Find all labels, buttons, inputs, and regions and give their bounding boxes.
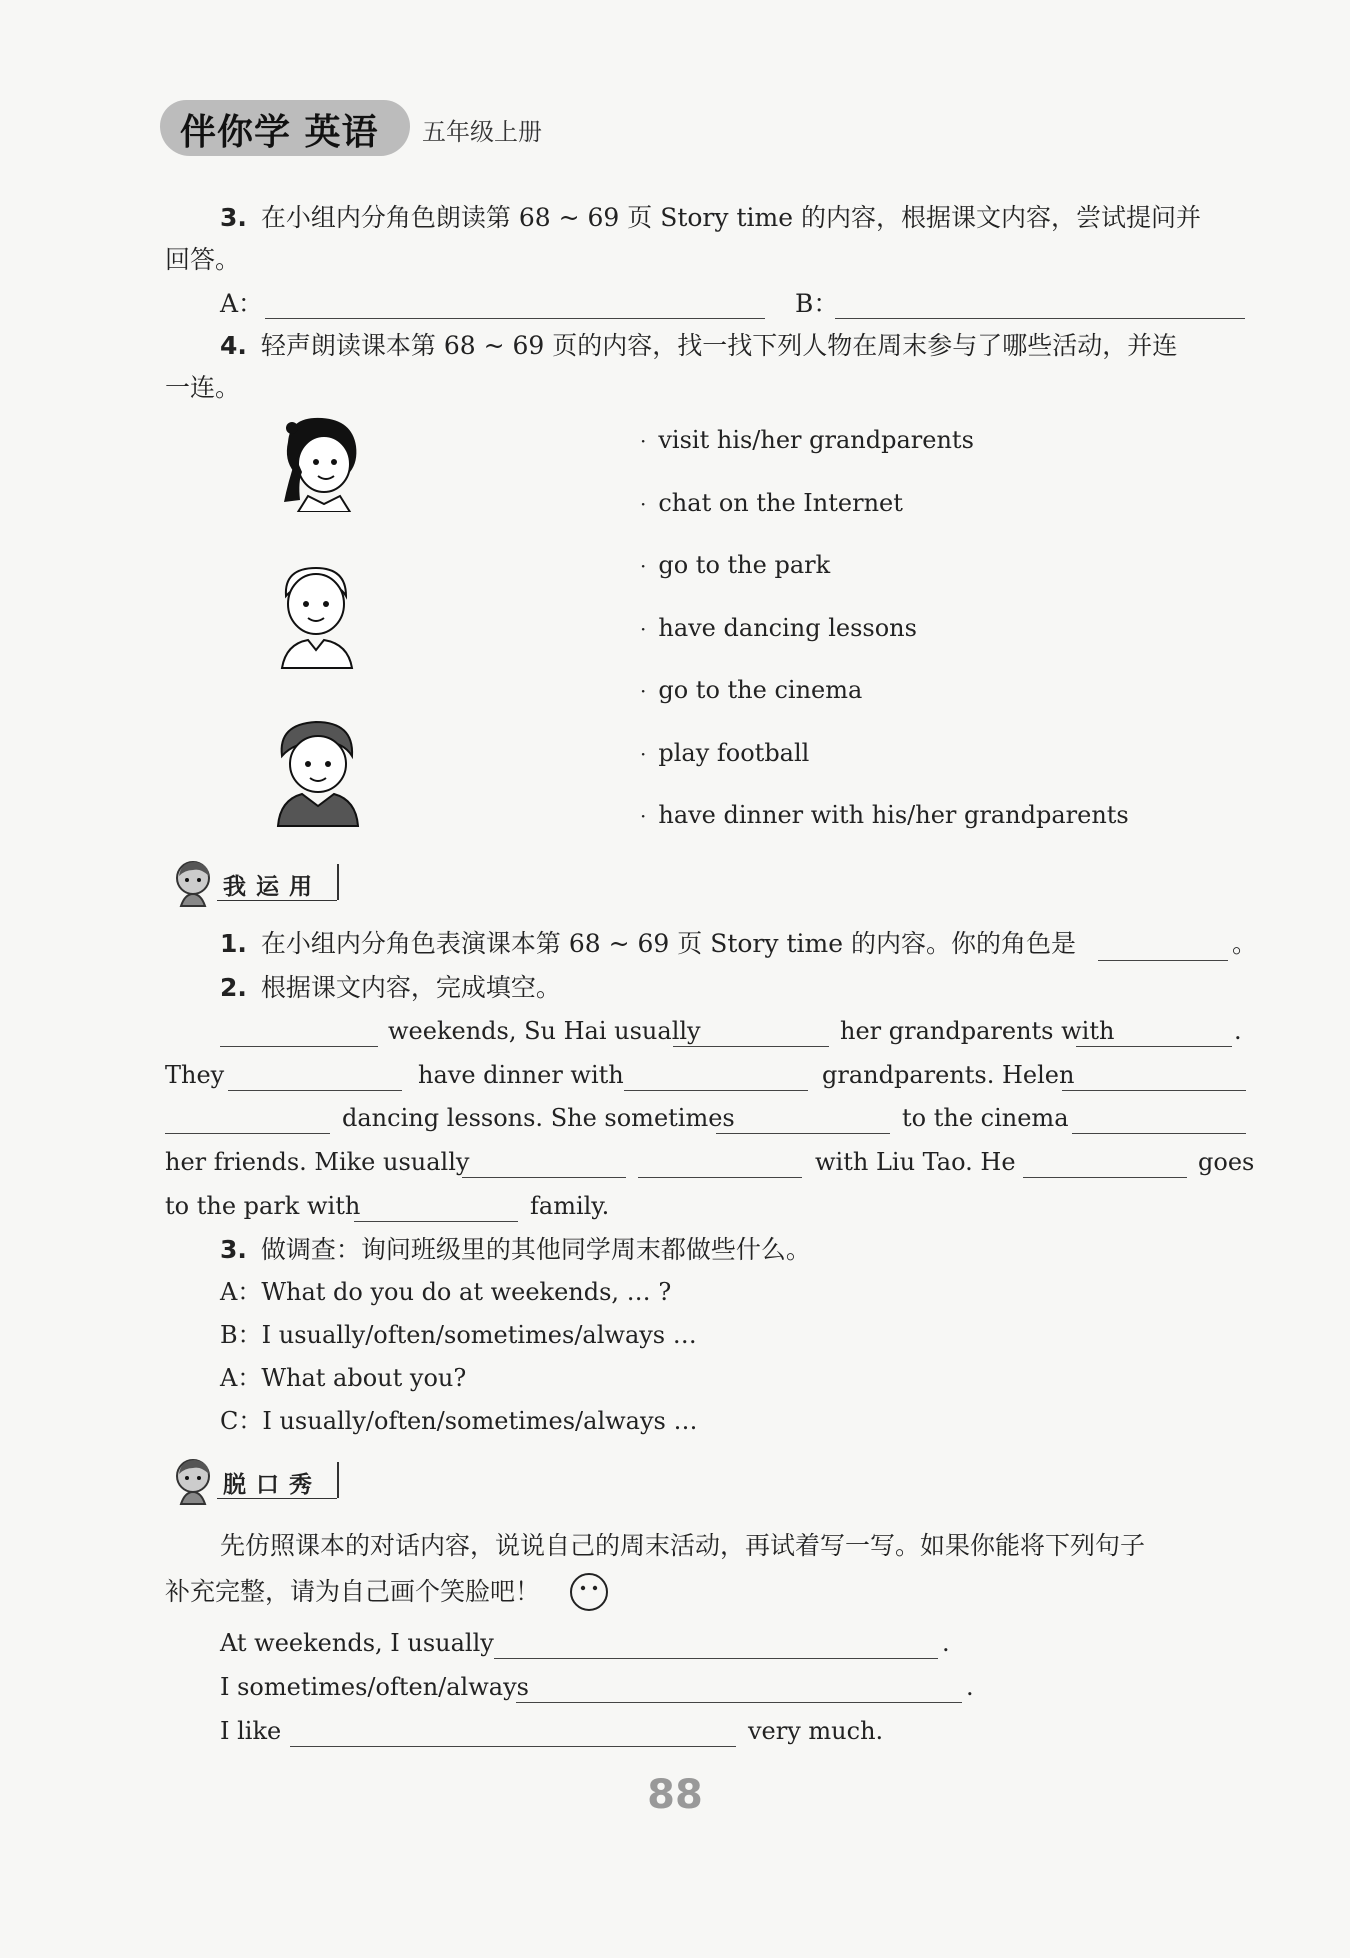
q3-b-answer-line[interactable] [835, 318, 1245, 319]
talk-answer-line-2[interactable] [516, 1702, 962, 1703]
blank-5[interactable] [624, 1090, 808, 1091]
q3-line1: 3. 在小组内分角色朗读第 68 ~ 69 页 Story time 的内容，根据课文内容，尝试提问并 [220, 203, 1201, 232]
fill-r4c: goes [1198, 1148, 1255, 1176]
section-title-talk: 脱口秀 [223, 1472, 322, 1498]
activity-label: chat on the Internet [658, 488, 903, 517]
activity-item[interactable] [640, 551, 830, 579]
girl-mascot-icon [165, 858, 221, 908]
section-underline [217, 1498, 337, 1499]
blank-8[interactable] [716, 1133, 890, 1134]
role-answer-line[interactable] [1098, 960, 1228, 961]
use-q3: 3. 做调查：询问班级里的其他同学周末都做些什么。 [220, 1235, 811, 1264]
book-subtitle: 五年级上册 [422, 118, 542, 146]
fill-r3a: dancing lessons. She sometimes [342, 1104, 735, 1132]
activity-label: play football [658, 738, 810, 767]
fill-r1a: weekends, Su Hai usually [388, 1017, 701, 1045]
bullet-dot-icon[interactable]: · [640, 804, 647, 828]
bullet-dot-icon[interactable]: · [640, 741, 647, 766]
fill-r3b: to the cinema [902, 1104, 1069, 1132]
activity-item[interactable] [640, 801, 1129, 829]
section-title-use: 我运用 [223, 874, 322, 900]
girl-figure-icon [270, 412, 370, 512]
blank-2[interactable] [673, 1046, 829, 1047]
blank-1[interactable] [220, 1046, 378, 1047]
section-divider [337, 864, 339, 900]
girl-mascot-icon [165, 1456, 221, 1506]
talk-line2: 补充完整，请为自己画个笑脸吧！ [165, 1577, 541, 1606]
use-q2: 2. 根据课文内容，完成填空。 [220, 973, 561, 1002]
page-number: 88 [647, 1772, 703, 1818]
use-q1: 1. 在小组内分角色表演课本第 68 ~ 69 页 Story time 的内容。你的角色是 [220, 929, 1076, 958]
boy-hoodie-figure-icon [272, 716, 364, 828]
q4-line1: 4. 轻声朗读课本第 68 ~ 69 页的内容，找一找下列人物在周末参与了哪些活动，并连 [220, 331, 1178, 360]
bullet-dot-icon[interactable]: · [640, 679, 647, 703]
dialog-line: A：What about you? [220, 1364, 467, 1392]
blank-10[interactable] [462, 1177, 626, 1178]
q3-b-label: B： [795, 289, 839, 318]
activity-label: have dinner with his/her grandparents [658, 801, 1129, 829]
blank-13[interactable] [354, 1221, 518, 1222]
dialog-line: A：What do you do at weekends, … ? [220, 1278, 672, 1306]
dialog-line: B：I usually/often/sometimes/always … [220, 1321, 697, 1349]
boy-figure-icon [272, 560, 362, 670]
activity-item[interactable] [640, 614, 917, 642]
activity-item[interactable] [640, 426, 974, 454]
book-title: 伴你学 英语 [180, 112, 379, 153]
talk-s2-end: . [966, 1673, 974, 1701]
fill-r1c: . [1234, 1017, 1242, 1045]
activity-item[interactable] [640, 739, 809, 767]
blank-4[interactable] [228, 1090, 402, 1091]
bullet-dot-icon[interactable]: · [640, 616, 647, 641]
fill-r5a: to the park with [165, 1192, 361, 1220]
blank-7[interactable] [165, 1133, 330, 1134]
activity-item[interactable] [640, 489, 903, 517]
talk-s3a: I like [220, 1717, 282, 1745]
q3-line2: 回答。 [165, 245, 241, 274]
fill-r2b: have dinner with [418, 1061, 624, 1089]
smiley-face-icon[interactable] [568, 1572, 610, 1612]
use-q1-end: 。 [1232, 929, 1258, 958]
section-divider [337, 1462, 339, 1498]
talk-answer-line-3[interactable] [290, 1746, 736, 1747]
talk-s1: At weekends, I usually [220, 1629, 494, 1657]
q3-a-answer-line[interactable] [265, 318, 765, 319]
fill-r5b: family. [530, 1192, 610, 1220]
blank-9[interactable] [1072, 1133, 1246, 1134]
fill-r2a: They [165, 1061, 225, 1089]
q4-line2: 一连。 [165, 373, 241, 402]
fill-r1b: her grandparents with [840, 1017, 1115, 1045]
activity-item[interactable] [640, 676, 862, 704]
bullet-dot-icon[interactable]: · [640, 491, 647, 516]
blank-12[interactable] [1023, 1177, 1187, 1178]
talk-answer-line-1[interactable] [494, 1658, 938, 1659]
section-underline [217, 900, 337, 901]
blank-3[interactable] [1076, 1046, 1232, 1047]
talk-s2: I sometimes/often/always [220, 1673, 529, 1701]
bullet-dot-icon[interactable]: · [640, 429, 647, 453]
talk-s3b: very much. [748, 1717, 884, 1745]
dialog-line: C：I usually/often/sometimes/always … [220, 1407, 698, 1435]
fill-r4a: her friends. Mike usually [165, 1148, 470, 1176]
activity-label: go to the park [658, 551, 831, 579]
blank-6[interactable] [1062, 1090, 1246, 1091]
talk-s1-end: . [942, 1629, 950, 1657]
fill-r4b: with Liu Tao. He [815, 1148, 1016, 1176]
fill-r2c: grandparents. Helen [822, 1061, 1075, 1089]
talk-line1: 先仿照课本的对话内容，说说自己的周末活动，再试着写一写。如果你能将下列句子 [220, 1531, 1146, 1560]
q3-a-label: A： [220, 289, 264, 318]
activity-label: have dancing lessons [658, 613, 917, 642]
bullet-dot-icon[interactable]: · [640, 554, 647, 578]
activity-label: visit his/her grandparents [658, 426, 974, 454]
blank-11[interactable] [638, 1177, 802, 1178]
activity-label: go to the cinema [658, 676, 863, 704]
